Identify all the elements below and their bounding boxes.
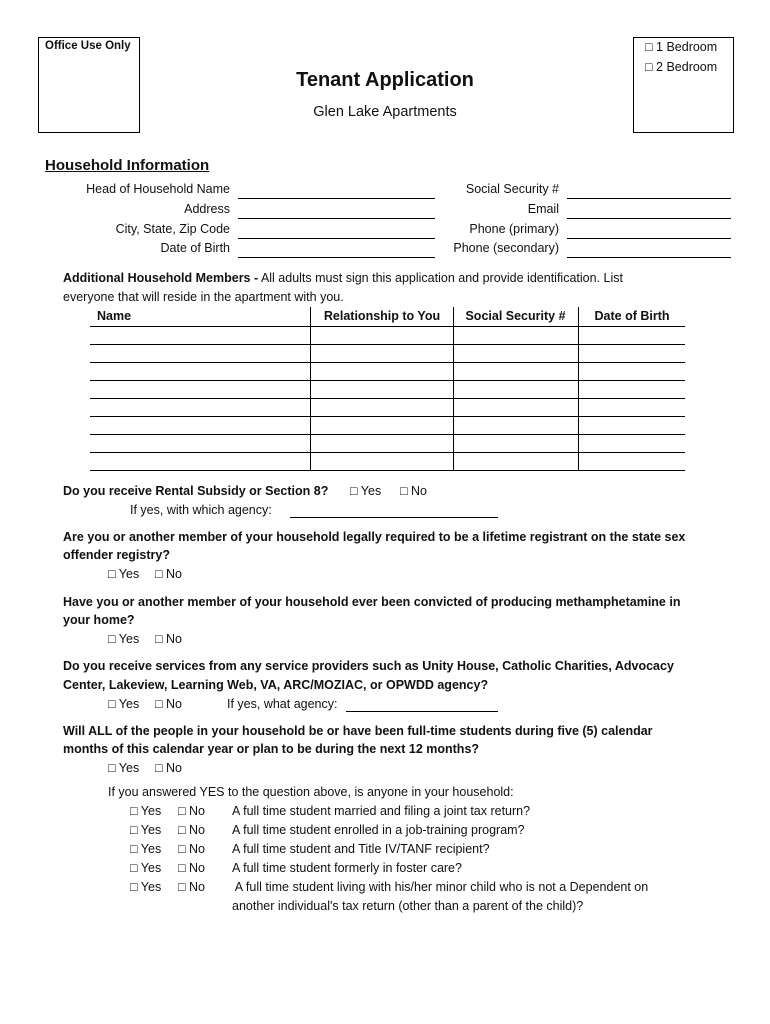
head-of-household-label: Head of Household Name (86, 182, 230, 196)
students-question-line2: months of this calendar year or plan to be during the next 12 months? (63, 742, 480, 756)
table-divider (310, 307, 311, 470)
col-header-name: Name (97, 309, 132, 323)
sex-offender-question-line1: Are you or another member of your household legally required to be a lifetime registrant on the state sex (63, 530, 686, 544)
student-minor-child-no[interactable]: □ No (178, 880, 206, 894)
household-heading: Household Information (45, 157, 210, 174)
col-header-dob: Date of Birth (594, 309, 670, 323)
student-followup-intro: If you answered YES to the question above, is anyone in your household: (108, 785, 514, 799)
sex-offender-yes-checkbox[interactable]: □ Yes (108, 567, 140, 581)
head-of-household-field[interactable] (238, 198, 435, 199)
members-intro (63, 271, 623, 285)
student-tanf-yes[interactable]: □ Yes (130, 842, 162, 856)
student-minor-child-text: A full time student living with his/her minor child who is not a Dependent on (232, 880, 649, 894)
table-row[interactable] (90, 344, 685, 345)
table-row[interactable] (90, 398, 685, 399)
table-row[interactable] (90, 452, 685, 453)
student-tanf-text: A full time student and Title IV/TANF recipient? (232, 842, 490, 856)
date-of-birth-field[interactable] (238, 257, 435, 258)
sex-offender-question-line2: offender registry? (63, 548, 170, 562)
table-row[interactable] (90, 380, 685, 381)
table-divider (578, 307, 579, 470)
student-married-yes[interactable]: □ Yes (130, 804, 162, 818)
unit-option-2-bedroom[interactable]: □ 2 Bedroom (645, 60, 718, 74)
services-agency-label: If yes, what agency: (227, 697, 338, 711)
meth-yes-checkbox[interactable]: □ Yes (108, 632, 140, 646)
table-row[interactable] (90, 434, 685, 435)
page-subtitle: Glen Lake Apartments (313, 104, 457, 120)
col-header-ssn: Social Security # (465, 309, 566, 323)
email-label: Email (527, 202, 559, 216)
services-question-line2: Center, Lakeview, Learning Web, VA, ARC/MOZIAC, or OPWDD agency? (63, 678, 489, 692)
members-intro-rest: All adults must sign this application and provide identification. List (258, 271, 623, 285)
phone-secondary-field[interactable] (567, 257, 731, 258)
phone-secondary-label: Phone (secondary) (453, 241, 559, 255)
services-agency-field[interactable] (346, 711, 498, 712)
students-no-checkbox[interactable]: □ No (155, 761, 183, 775)
student-job-training-text: A full time student enrolled in a job-training program? (232, 823, 525, 837)
page-title: Tenant Application (296, 69, 474, 91)
date-of-birth-label: Date of Birth (160, 241, 230, 255)
city-state-zip-label: City, State, Zip Code (115, 222, 230, 236)
services-question-line1: Do you receive services from any service providers such as Unity House, Catholic Charities, Advocacy (63, 659, 674, 673)
table-row[interactable] (90, 416, 685, 417)
phone-primary-field[interactable] (567, 238, 731, 239)
subsidy-no-checkbox[interactable]: □ No (400, 484, 428, 498)
office-use-label: Office Use Only (45, 40, 131, 52)
students-question-line1: Will ALL of the people in your household be or have been full-time students during five (5) calendar (63, 724, 653, 738)
student-married-text: A full time student married and filing a joint tax return? (232, 804, 531, 818)
email-field[interactable] (567, 218, 731, 219)
subsidy-yes-checkbox[interactable]: □ Yes (350, 484, 382, 498)
table-divider (453, 307, 454, 470)
meth-question-line1: Have you or another member of your household ever been convicted of producing methamphetamine in (63, 595, 681, 609)
members-intro-line2: everyone that will reside in the apartment with you. (63, 290, 344, 304)
phone-primary-label: Phone (primary) (469, 222, 559, 236)
student-minor-child-yes[interactable]: □ Yes (130, 880, 162, 894)
student-job-training-yes[interactable]: □ Yes (130, 823, 162, 837)
student-job-training-no[interactable]: □ No (178, 823, 206, 837)
student-foster-no[interactable]: □ No (178, 861, 206, 875)
unit-option-1-bedroom[interactable]: □ 1 Bedroom (645, 40, 718, 54)
subsidy-agency-label: If yes, with which agency: (130, 503, 272, 517)
table-row[interactable] (90, 326, 685, 327)
student-minor-child-text-line2: another individual's tax return (other than a parent of the child)? (232, 899, 584, 913)
meth-no-checkbox[interactable]: □ No (155, 632, 183, 646)
subsidy-agency-field[interactable] (290, 517, 498, 518)
subsidy-question: Do you receive Rental Subsidy or Section 8? (63, 484, 329, 498)
table-row[interactable] (90, 470, 685, 471)
city-state-zip-field[interactable] (238, 238, 435, 239)
student-foster-text: A full time student formerly in foster care? (232, 861, 462, 875)
col-header-relationship: Relationship to You (323, 309, 441, 323)
ssn-label: Social Security # (465, 182, 559, 196)
students-yes-checkbox[interactable]: □ Yes (108, 761, 140, 775)
address-label: Address (184, 202, 230, 216)
ssn-field[interactable] (567, 198, 731, 199)
sex-offender-no-checkbox[interactable]: □ No (155, 567, 183, 581)
table-row[interactable] (90, 362, 685, 363)
meth-question-line2: your home? (63, 613, 135, 627)
address-field[interactable] (238, 218, 435, 219)
student-married-no[interactable]: □ No (178, 804, 206, 818)
student-tanf-no[interactable]: □ No (178, 842, 206, 856)
student-foster-yes[interactable]: □ Yes (130, 861, 162, 875)
services-no-checkbox[interactable]: □ No (155, 697, 183, 711)
members-intro-bold: Additional Household Members - (63, 271, 259, 285)
services-yes-checkbox[interactable]: □ Yes (108, 697, 140, 711)
